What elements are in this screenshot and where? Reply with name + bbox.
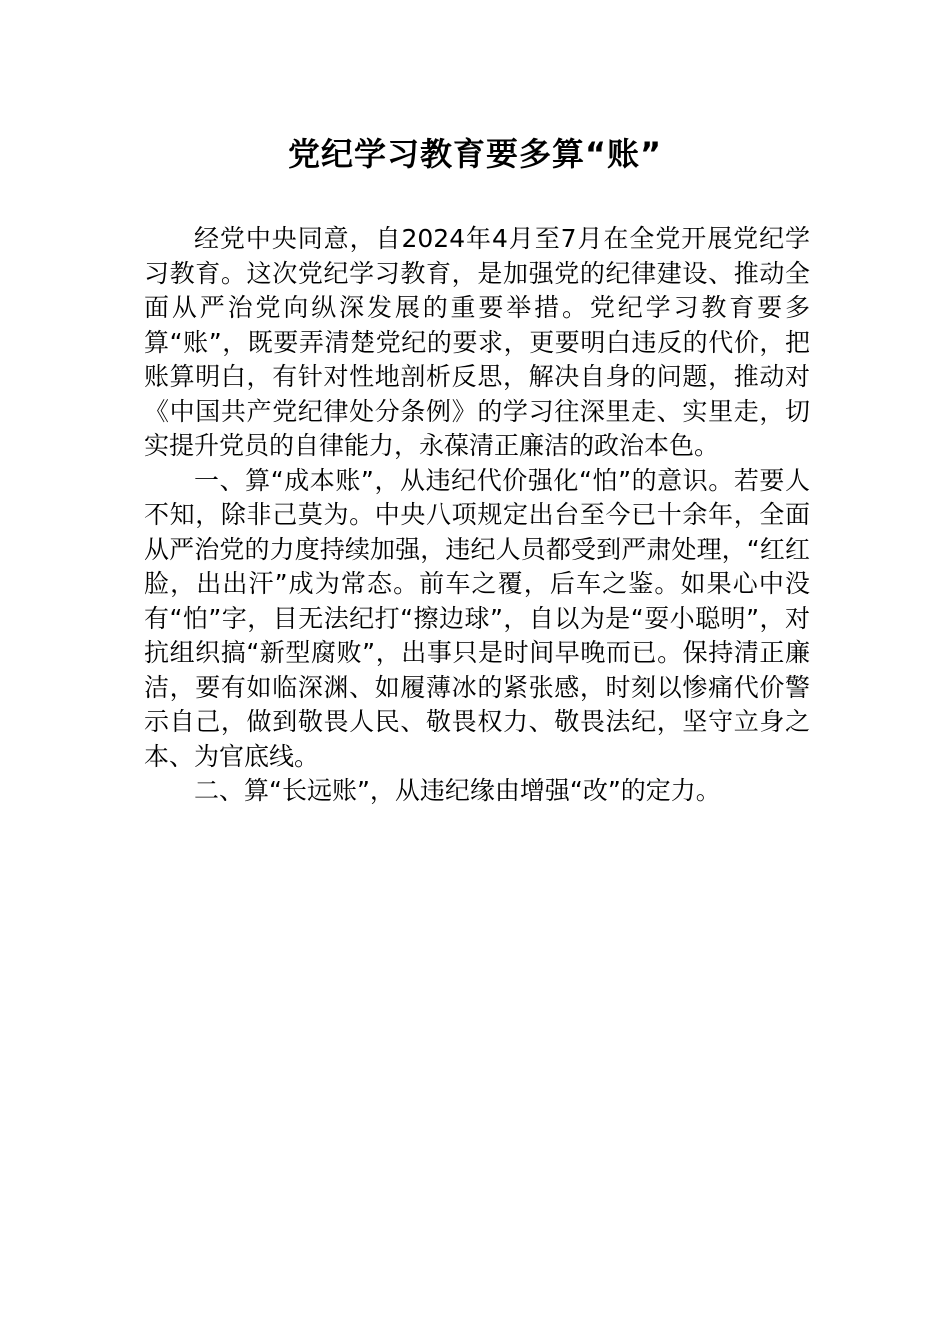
document-title: 党纪学习教育要多算“账”	[287, 135, 663, 173]
paragraph-section-two: 二、算“长远账”，从违纪缘由增强“改”的定力。	[194, 776, 721, 805]
paragraph-section-one: 一、算“成本账”，从违纪代价强化“怕”的意识。若要人不知，除非己莫为。中央八项规定出台至今已十余年，全面从严治党的力度持续加强，违纪人员都受到严肃处理，“红红脸，出出汗”成为常态。前车之覆，后车之鉴。如果心中没有“怕”字，目无法纪打“擦边球”，自以为是“耍小聪明”，对抗组织搞“新型腐败”，出事只是时间早晚而已。保持清正廉洁，要有如临深渊、如履薄冰的紧张感，时刻以惨痛代价警示自己，做到敬畏人民、敬畏权力、敬畏法纪，坚守立身之本、为官底线。	[144, 465, 810, 771]
document-body	[144, 222, 810, 809]
paragraph-intro: 经党中央同意，自2024年4月至7月在全党开展党纪学习教育。这次党纪学习教育，是加强党的纪律建设、推动全面从严治党向纵深发展的重要举措。党纪学习教育要多算“账”，既要弄清楚党纪的要求，更要明白违反的代价，把账算明白，有针对性地剖析反思，解决自身的问题，推动对《中国共产党纪律处分条例》的学习往深里走、实里走，切实提升党员的自律能力，永葆清正廉洁的政治本色。	[144, 224, 810, 460]
